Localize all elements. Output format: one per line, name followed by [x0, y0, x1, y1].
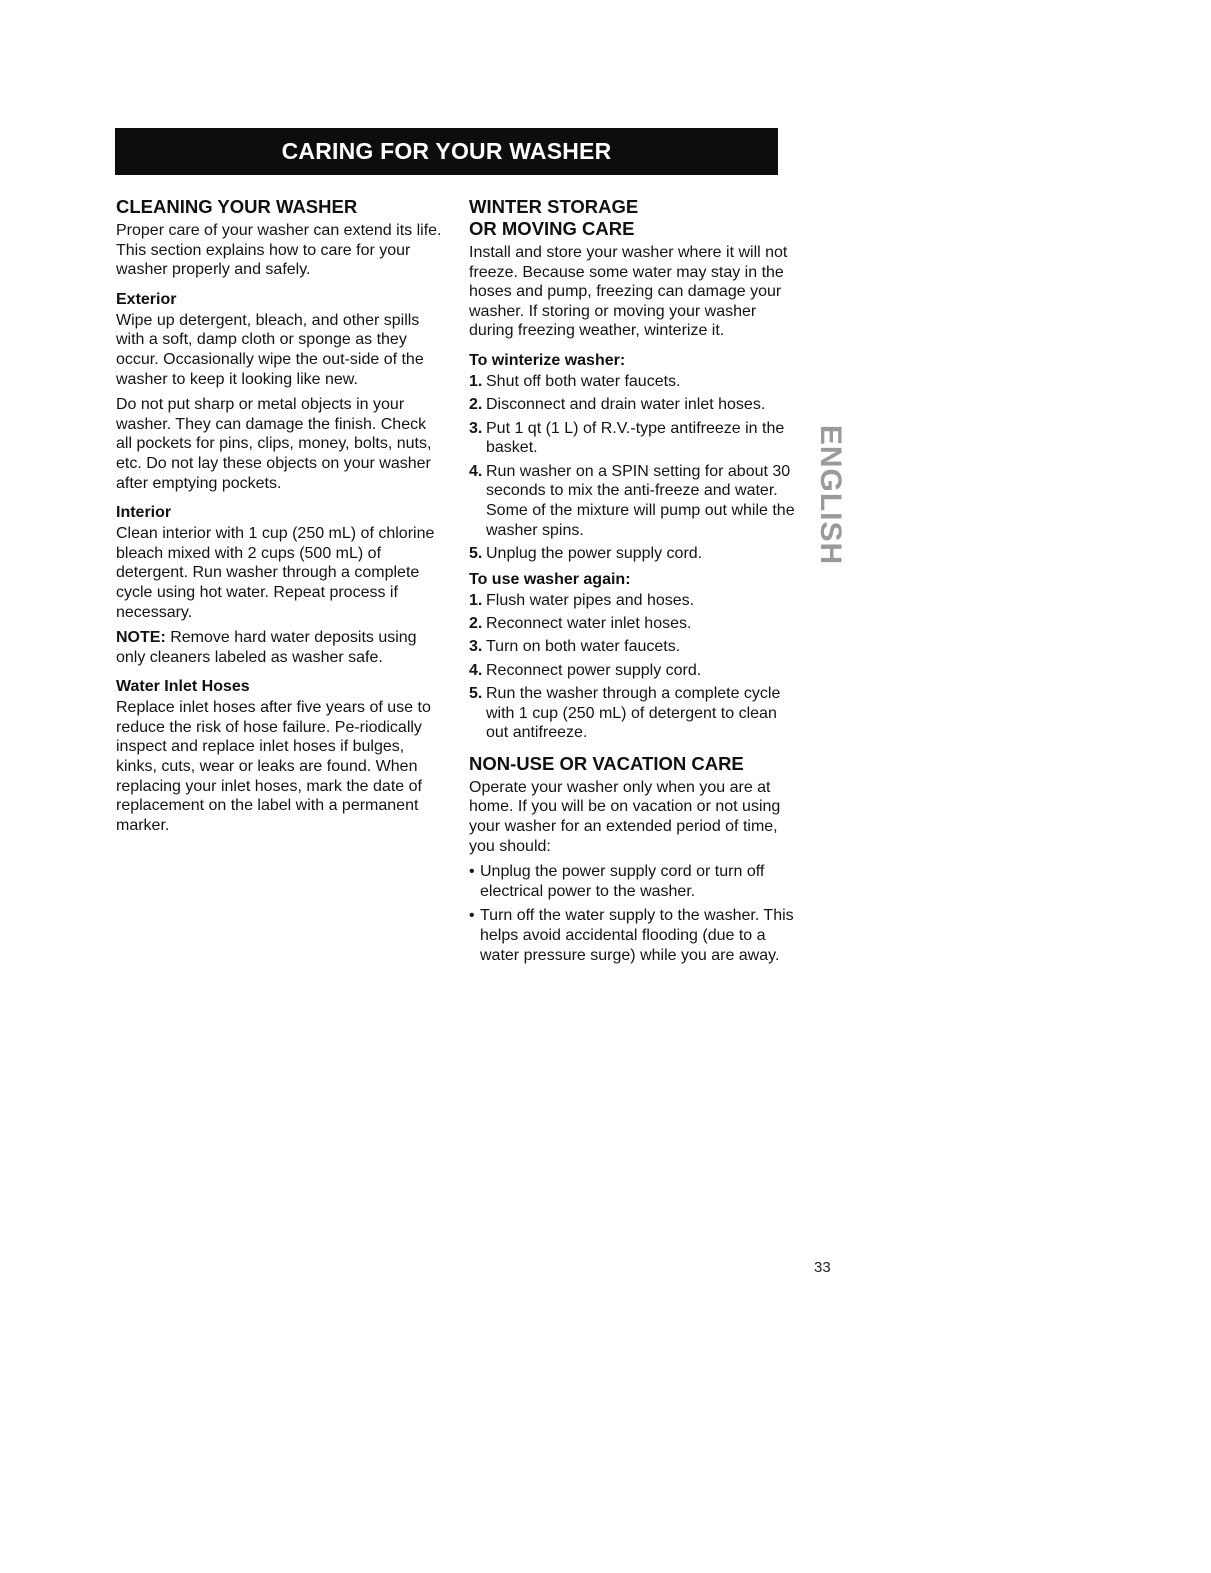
winter-intro: Install and store your washer where it will not freeze. Because some water may stay in the hoses and pump, freezing can damage your washer. If storing or moving your washer during freezing weather, winterize it. — [469, 244, 788, 340]
list-item — [469, 395, 801, 415]
interior-paragraph: Clean interior with 1 cup (250 mL) of chlorine bleach mixed with 2 cups (500 mL) of detergent. Run washer through a complete cycle using hot water. Repeat process if necessary. — [116, 525, 435, 621]
step-text: Reconnect water inlet hoses. — [486, 614, 692, 632]
nonuse-intro: Operate your washer only when you are at home. If you will be on vacation or not using your washer for an extended period of time, you should: — [469, 778, 781, 855]
list-item — [469, 684, 801, 743]
winterize-steps — [469, 372, 801, 564]
step-number: 4. — [469, 462, 483, 480]
list-item — [469, 637, 801, 657]
step-number: 2. — [469, 614, 483, 632]
hoses-heading: Water Inlet Hoses — [116, 678, 250, 696]
list-item: • Unplug the power supply cord or turn off electrical power to the washer. — [469, 862, 801, 901]
language-tab-label: ENGLISH — [814, 424, 848, 566]
step-number: 3. — [469, 638, 483, 656]
step-number: 1. — [469, 372, 483, 390]
step-text: Run washer on a SPIN setting for about 30 seconds to mix the anti-freeze and water. Some of the mixture will pump out while the washer spins. — [486, 462, 795, 539]
use-again-steps — [469, 591, 801, 743]
step-text: Disconnect and drain water inlet hoses. — [486, 396, 766, 414]
list-item — [469, 372, 801, 392]
note-label: NOTE: — [116, 629, 166, 647]
right-column — [469, 196, 801, 970]
nonuse-heading: NON-USE OR VACATION CARE — [469, 752, 744, 774]
step-text: Unplug the power supply cord. — [486, 544, 703, 562]
exterior-heading: Exterior — [116, 290, 177, 308]
list-item — [469, 591, 801, 611]
cleaning-intro: Proper care of your washer can extend its life. This section explains how to care for your washer properly and safely. — [116, 222, 442, 279]
step-text: Turn on both water faucets. — [486, 638, 681, 656]
cleaning-heading: CLEANING YOUR WASHER — [116, 196, 358, 217]
list-item — [469, 661, 801, 681]
hoses-paragraph: Replace inlet hoses after five years of use to reduce the risk of hose failure. Pe-riodically inspect and replace inlet hoses if bulges, kinks, cuts, wear or leaks are found. When replacing your inlet hoses, mark the date of replacement on the label with a permanent marker. — [116, 699, 431, 834]
left-column — [116, 196, 446, 841]
section-banner — [115, 128, 778, 175]
step-text: Run the washer through a complete cycle with 1 cup (250 mL) of detergent to clean out antifreeze. — [486, 685, 781, 742]
step-number: 3. — [469, 419, 483, 437]
step-number: 2. — [469, 396, 483, 414]
exterior-paragraph-1: Wipe up detergent, bleach, and other spills with a soft, damp cloth or sponge as they occur. Occasionally wipe the out-side of the washer to keep it looking like new. — [116, 311, 424, 388]
note-paragraph — [116, 628, 446, 667]
language-tab — [812, 410, 848, 580]
exterior-paragraph-2: Do not put sharp or metal objects in your washer. They can damage the finish. Check all pockets for pins, clips, money, bolts, nuts, etc. Do not lay these objects on your washer after emptying pockets. — [116, 396, 432, 492]
interior-heading: Interior — [116, 504, 172, 522]
nonuse-bullets — [469, 862, 801, 965]
note-text: Remove hard water deposits using only cleaners labeled as washer safe. — [116, 629, 417, 666]
step-number: 1. — [469, 591, 483, 609]
winter-heading — [469, 196, 801, 240]
page-number: 33 — [814, 1259, 831, 1276]
step-number: 5. — [469, 685, 483, 703]
step-text: Reconnect power supply cord. — [486, 661, 702, 679]
winter-heading-line-2: OR MOVING CARE — [469, 218, 635, 239]
step-text: Put 1 qt (1 L) of R.V.-type antifreeze in the basket. — [486, 419, 785, 457]
list-item: • Turn off the water supply to the washer. This helps avoid accidental flooding (due to a water pressure surge) while you are away. — [469, 906, 801, 965]
winter-heading-line-1: WINTER STORAGE — [469, 196, 639, 217]
use-again-heading: To use washer again: — [469, 570, 631, 588]
page-title: CARING FOR YOUR WASHER — [281, 138, 612, 164]
step-number: 5. — [469, 544, 483, 562]
step-text: Flush water pipes and hoses. — [486, 591, 695, 609]
list-item — [469, 544, 801, 564]
step-text: Shut off both water faucets. — [486, 372, 681, 390]
step-number: 4. — [469, 661, 483, 679]
list-item — [469, 614, 801, 634]
list-item — [469, 419, 801, 458]
list-item — [469, 462, 801, 540]
winterize-heading: To winterize washer: — [469, 351, 626, 369]
